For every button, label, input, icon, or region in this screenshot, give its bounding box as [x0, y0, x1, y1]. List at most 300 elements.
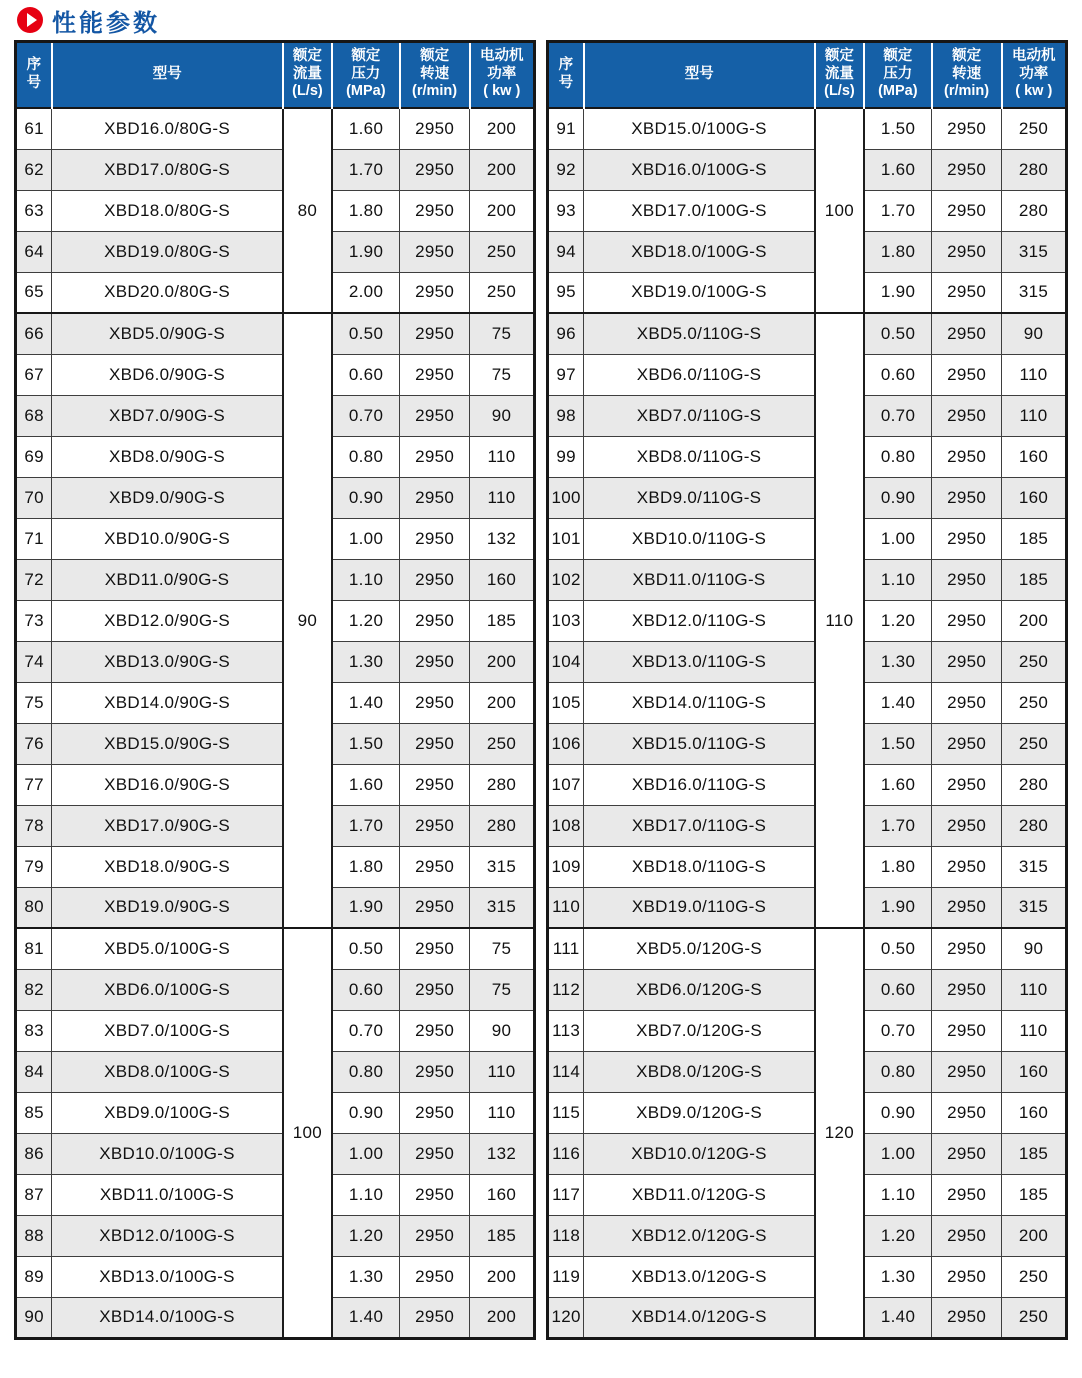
- serial-cell: 87: [16, 1174, 52, 1215]
- table-row: [548, 969, 1067, 1010]
- speed-cell: 2950: [932, 354, 1002, 395]
- serial-cell: 64: [16, 231, 52, 272]
- pressure-cell: 1.20: [864, 1215, 931, 1256]
- model-cell: XBD11.0/100G-S: [52, 1174, 283, 1215]
- model-cell: XBD17.0/80G-S: [52, 149, 283, 190]
- power-cell: 110: [1002, 354, 1067, 395]
- power-cell: 132: [470, 518, 535, 559]
- speed-cell: 2950: [932, 969, 1002, 1010]
- table-row: [16, 190, 535, 231]
- flow-cell: 100: [815, 108, 864, 313]
- model-cell: XBD16.0/90G-S: [52, 764, 283, 805]
- pressure-cell: 1.40: [332, 1297, 399, 1338]
- table-row: [16, 805, 535, 846]
- speed-cell: 2950: [932, 477, 1002, 518]
- table-row: [16, 477, 535, 518]
- col-header-power: 电动机 功率 ( kw ): [470, 42, 535, 109]
- table-row: [548, 436, 1067, 477]
- model-cell: XBD18.0/110G-S: [584, 846, 815, 887]
- power-cell: 250: [1002, 1297, 1067, 1338]
- table-row: [16, 1256, 535, 1297]
- table-row: [548, 108, 1067, 149]
- serial-cell: 92: [548, 149, 584, 190]
- speed-cell: 2950: [400, 846, 470, 887]
- model-cell: XBD20.0/80G-S: [52, 272, 283, 313]
- serial-cell: 84: [16, 1051, 52, 1092]
- serial-cell: 83: [16, 1010, 52, 1051]
- power-cell: 110: [470, 1092, 535, 1133]
- pressure-cell: 1.60: [332, 764, 399, 805]
- model-cell: XBD9.0/120G-S: [584, 1092, 815, 1133]
- power-cell: 160: [1002, 477, 1067, 518]
- table-row: [548, 846, 1067, 887]
- speed-cell: 2950: [932, 723, 1002, 764]
- speed-cell: 2950: [932, 149, 1002, 190]
- pressure-cell: 1.40: [332, 682, 399, 723]
- serial-cell: 108: [548, 805, 584, 846]
- model-cell: XBD13.0/110G-S: [584, 641, 815, 682]
- speed-cell: 2950: [932, 1297, 1002, 1338]
- serial-cell: 85: [16, 1092, 52, 1133]
- speed-cell: 2950: [400, 477, 470, 518]
- serial-cell: 74: [16, 641, 52, 682]
- speed-cell: 2950: [400, 108, 470, 149]
- pressure-cell: 1.50: [864, 108, 931, 149]
- pressure-cell: 0.80: [332, 436, 399, 477]
- table-row: [16, 928, 535, 969]
- serial-cell: 112: [548, 969, 584, 1010]
- spec-table-right: [546, 40, 1068, 1340]
- speed-cell: 2950: [400, 395, 470, 436]
- pressure-cell: 0.80: [332, 1051, 399, 1092]
- power-cell: 110: [470, 436, 535, 477]
- flow-cell: 90: [283, 313, 332, 928]
- pressure-cell: 0.70: [864, 1010, 931, 1051]
- model-cell: XBD16.0/80G-S: [52, 108, 283, 149]
- power-cell: 280: [1002, 149, 1067, 190]
- serial-cell: 113: [548, 1010, 584, 1051]
- speed-cell: 2950: [400, 682, 470, 723]
- table-row: [16, 846, 535, 887]
- model-cell: XBD10.0/100G-S: [52, 1133, 283, 1174]
- serial-cell: 77: [16, 764, 52, 805]
- power-cell: 110: [1002, 969, 1067, 1010]
- model-cell: XBD10.0/110G-S: [584, 518, 815, 559]
- power-cell: 132: [470, 1133, 535, 1174]
- table-row: [16, 1010, 535, 1051]
- speed-cell: 2950: [932, 436, 1002, 477]
- serial-cell: 75: [16, 682, 52, 723]
- table-row: [16, 272, 535, 313]
- serial-cell: 107: [548, 764, 584, 805]
- pressure-cell: 0.60: [332, 354, 399, 395]
- serial-cell: 93: [548, 190, 584, 231]
- table-row: [548, 272, 1067, 313]
- pressure-cell: 2.00: [332, 272, 399, 313]
- serial-cell: 114: [548, 1051, 584, 1092]
- serial-cell: 80: [16, 887, 52, 928]
- power-cell: 75: [470, 354, 535, 395]
- table-row: [548, 518, 1067, 559]
- table-row: [548, 354, 1067, 395]
- speed-cell: 2950: [400, 149, 470, 190]
- speed-cell: 2950: [932, 1256, 1002, 1297]
- table-row: [548, 477, 1067, 518]
- pressure-cell: 1.90: [332, 231, 399, 272]
- pressure-cell: 0.90: [864, 1092, 931, 1133]
- serial-cell: 97: [548, 354, 584, 395]
- speed-cell: 2950: [400, 641, 470, 682]
- serial-cell: 86: [16, 1133, 52, 1174]
- speed-cell: 2950: [932, 559, 1002, 600]
- serial-cell: 101: [548, 518, 584, 559]
- model-cell: XBD12.0/110G-S: [584, 600, 815, 641]
- section-header: [0, 0, 1082, 40]
- speed-cell: 2950: [932, 395, 1002, 436]
- power-cell: 200: [470, 149, 535, 190]
- pressure-cell: 0.50: [864, 313, 931, 354]
- pressure-cell: 0.60: [864, 969, 931, 1010]
- speed-cell: 2950: [400, 354, 470, 395]
- model-cell: XBD16.0/100G-S: [584, 149, 815, 190]
- pressure-cell: 1.20: [332, 1215, 399, 1256]
- serial-cell: 115: [548, 1092, 584, 1133]
- table-row: [16, 231, 535, 272]
- table-row: [548, 600, 1067, 641]
- pressure-cell: 1.20: [332, 600, 399, 641]
- speed-cell: 2950: [400, 928, 470, 969]
- power-cell: 110: [470, 477, 535, 518]
- speed-cell: 2950: [932, 846, 1002, 887]
- speed-cell: 2950: [400, 1174, 470, 1215]
- model-cell: XBD5.0/120G-S: [584, 928, 815, 969]
- power-cell: 200: [470, 1297, 535, 1338]
- serial-cell: 69: [16, 436, 52, 477]
- power-cell: 250: [470, 272, 535, 313]
- table-row: [548, 395, 1067, 436]
- model-cell: XBD12.0/100G-S: [52, 1215, 283, 1256]
- serial-cell: 110: [548, 887, 584, 928]
- serial-cell: 67: [16, 354, 52, 395]
- power-cell: 185: [470, 600, 535, 641]
- speed-cell: 2950: [400, 231, 470, 272]
- flow-cell: 110: [815, 313, 864, 928]
- serial-cell: 78: [16, 805, 52, 846]
- speed-cell: 2950: [932, 231, 1002, 272]
- pressure-cell: 1.90: [864, 272, 931, 313]
- speed-cell: 2950: [400, 1297, 470, 1338]
- power-cell: 200: [1002, 1215, 1067, 1256]
- model-cell: XBD12.0/120G-S: [584, 1215, 815, 1256]
- pressure-cell: 1.00: [332, 518, 399, 559]
- serial-cell: 91: [548, 108, 584, 149]
- model-cell: XBD8.0/90G-S: [52, 436, 283, 477]
- speed-cell: 2950: [932, 1133, 1002, 1174]
- power-cell: 75: [470, 969, 535, 1010]
- speed-cell: 2950: [400, 518, 470, 559]
- pressure-cell: 1.40: [864, 682, 931, 723]
- section-title: 性能参数: [52, 9, 160, 37]
- model-cell: XBD10.0/90G-S: [52, 518, 283, 559]
- serial-cell: 95: [548, 272, 584, 313]
- power-cell: 160: [470, 559, 535, 600]
- table-row: [548, 1010, 1067, 1051]
- pressure-cell: 1.10: [332, 559, 399, 600]
- serial-cell: 88: [16, 1215, 52, 1256]
- table-row: [16, 764, 535, 805]
- serial-cell: 117: [548, 1174, 584, 1215]
- speed-cell: 2950: [932, 1092, 1002, 1133]
- table-row: [548, 1051, 1067, 1092]
- serial-cell: 116: [548, 1133, 584, 1174]
- table-row: [16, 1215, 535, 1256]
- power-cell: 160: [1002, 436, 1067, 477]
- model-cell: XBD7.0/100G-S: [52, 1010, 283, 1051]
- pressure-cell: 0.80: [864, 1051, 931, 1092]
- model-cell: XBD15.0/90G-S: [52, 723, 283, 764]
- speed-cell: 2950: [932, 1215, 1002, 1256]
- pressure-cell: 0.70: [332, 1010, 399, 1051]
- model-cell: XBD5.0/110G-S: [584, 313, 815, 354]
- table-row: [548, 1174, 1067, 1215]
- table-row: [548, 559, 1067, 600]
- model-cell: XBD11.0/120G-S: [584, 1174, 815, 1215]
- power-cell: 75: [470, 928, 535, 969]
- spec-tables: [0, 40, 1082, 1340]
- serial-cell: 68: [16, 395, 52, 436]
- power-cell: 315: [470, 846, 535, 887]
- model-cell: XBD19.0/100G-S: [584, 272, 815, 313]
- model-cell: XBD6.0/110G-S: [584, 354, 815, 395]
- power-cell: 90: [1002, 928, 1067, 969]
- spec-table-left: [14, 40, 536, 1340]
- model-cell: XBD6.0/100G-S: [52, 969, 283, 1010]
- model-cell: XBD9.0/110G-S: [584, 477, 815, 518]
- serial-cell: 66: [16, 313, 52, 354]
- serial-cell: 104: [548, 641, 584, 682]
- power-cell: 200: [470, 641, 535, 682]
- model-cell: XBD14.0/120G-S: [584, 1297, 815, 1338]
- col-header-model: 型号: [584, 42, 815, 109]
- model-cell: XBD11.0/90G-S: [52, 559, 283, 600]
- power-cell: 110: [470, 1051, 535, 1092]
- power-cell: 250: [1002, 723, 1067, 764]
- power-cell: 280: [470, 764, 535, 805]
- pressure-cell: 0.50: [332, 928, 399, 969]
- pressure-cell: 0.50: [332, 313, 399, 354]
- table-row: [16, 354, 535, 395]
- speed-cell: 2950: [932, 682, 1002, 723]
- power-cell: 280: [470, 805, 535, 846]
- speed-cell: 2950: [400, 600, 470, 641]
- model-cell: XBD12.0/90G-S: [52, 600, 283, 641]
- table-row: [16, 436, 535, 477]
- pressure-cell: 1.60: [332, 108, 399, 149]
- speed-cell: 2950: [932, 805, 1002, 846]
- pressure-cell: 1.80: [864, 231, 931, 272]
- serial-cell: 73: [16, 600, 52, 641]
- speed-cell: 2950: [932, 1051, 1002, 1092]
- power-cell: 110: [1002, 395, 1067, 436]
- pressure-cell: 0.60: [332, 969, 399, 1010]
- speed-cell: 2950: [400, 1256, 470, 1297]
- pressure-cell: 1.60: [864, 764, 931, 805]
- pressure-cell: 1.80: [332, 190, 399, 231]
- serial-cell: 96: [548, 313, 584, 354]
- power-cell: 185: [470, 1215, 535, 1256]
- model-cell: XBD15.0/100G-S: [584, 108, 815, 149]
- col-header-speed: 额定 转速 (r/min): [932, 42, 1002, 109]
- pressure-cell: 0.90: [864, 477, 931, 518]
- speed-cell: 2950: [400, 887, 470, 928]
- power-cell: 250: [1002, 1256, 1067, 1297]
- power-cell: 315: [1002, 887, 1067, 928]
- speed-cell: 2950: [400, 1010, 470, 1051]
- table-row: [548, 928, 1067, 969]
- speed-cell: 2950: [400, 559, 470, 600]
- table-row: [548, 805, 1067, 846]
- pressure-cell: 1.90: [864, 887, 931, 928]
- table-row: [16, 518, 535, 559]
- serial-cell: 70: [16, 477, 52, 518]
- speed-cell: 2950: [400, 1051, 470, 1092]
- table-row: [548, 149, 1067, 190]
- pressure-cell: 1.20: [864, 600, 931, 641]
- power-cell: 315: [470, 887, 535, 928]
- serial-cell: 98: [548, 395, 584, 436]
- pressure-cell: 1.60: [864, 149, 931, 190]
- power-cell: 250: [470, 231, 535, 272]
- speed-cell: 2950: [400, 436, 470, 477]
- model-cell: XBD13.0/100G-S: [52, 1256, 283, 1297]
- pressure-cell: 1.50: [332, 723, 399, 764]
- col-header-power: 电动机 功率 ( kw ): [1002, 42, 1067, 109]
- flow-cell: 80: [283, 108, 332, 313]
- pressure-cell: 1.70: [332, 149, 399, 190]
- speed-cell: 2950: [400, 723, 470, 764]
- power-cell: 250: [470, 723, 535, 764]
- pressure-cell: 1.10: [864, 1174, 931, 1215]
- speed-cell: 2950: [400, 805, 470, 846]
- pressure-cell: 1.10: [332, 1174, 399, 1215]
- speed-cell: 2950: [932, 887, 1002, 928]
- table-row: [16, 395, 535, 436]
- speed-cell: 2950: [932, 272, 1002, 313]
- pressure-cell: 1.90: [332, 887, 399, 928]
- pressure-cell: 0.90: [332, 477, 399, 518]
- model-cell: XBD11.0/110G-S: [584, 559, 815, 600]
- power-cell: 250: [1002, 641, 1067, 682]
- pressure-cell: 0.80: [864, 436, 931, 477]
- flow-cell: 100: [283, 928, 332, 1338]
- table-row: [16, 887, 535, 928]
- model-cell: XBD8.0/100G-S: [52, 1051, 283, 1092]
- table-row: [16, 641, 535, 682]
- pressure-cell: 1.30: [332, 1256, 399, 1297]
- power-cell: 160: [1002, 1051, 1067, 1092]
- speed-cell: 2950: [400, 1215, 470, 1256]
- col-header-flow: 额定 流量 (L/s): [815, 42, 864, 109]
- speed-cell: 2950: [932, 518, 1002, 559]
- power-cell: 250: [1002, 108, 1067, 149]
- serial-cell: 63: [16, 190, 52, 231]
- table-row: [548, 682, 1067, 723]
- model-cell: XBD19.0/90G-S: [52, 887, 283, 928]
- speed-cell: 2950: [400, 1092, 470, 1133]
- power-cell: 280: [1002, 764, 1067, 805]
- serial-cell: 90: [16, 1297, 52, 1338]
- section-bullet-icon: [17, 7, 43, 33]
- table-row: [16, 1297, 535, 1338]
- serial-cell: 81: [16, 928, 52, 969]
- speed-cell: 2950: [932, 928, 1002, 969]
- table-row: [548, 723, 1067, 764]
- model-cell: XBD6.0/90G-S: [52, 354, 283, 395]
- col-header-model: 型号: [52, 42, 283, 109]
- model-cell: XBD5.0/100G-S: [52, 928, 283, 969]
- pressure-cell: 1.00: [864, 518, 931, 559]
- power-cell: 185: [1002, 518, 1067, 559]
- speed-cell: 2950: [400, 272, 470, 313]
- table-row: [548, 231, 1067, 272]
- serial-cell: 76: [16, 723, 52, 764]
- power-cell: 250: [1002, 682, 1067, 723]
- speed-cell: 2950: [932, 108, 1002, 149]
- model-cell: XBD10.0/120G-S: [584, 1133, 815, 1174]
- table-row: [16, 723, 535, 764]
- model-cell: XBD7.0/120G-S: [584, 1010, 815, 1051]
- table-row: [548, 1256, 1067, 1297]
- power-cell: 185: [1002, 559, 1067, 600]
- pressure-cell: 0.70: [332, 395, 399, 436]
- speed-cell: 2950: [400, 969, 470, 1010]
- model-cell: XBD7.0/110G-S: [584, 395, 815, 436]
- table-row: [16, 559, 535, 600]
- serial-cell: 72: [16, 559, 52, 600]
- pressure-cell: 1.70: [864, 190, 931, 231]
- pressure-cell: 1.10: [864, 559, 931, 600]
- table-row: [548, 1215, 1067, 1256]
- model-cell: XBD18.0/80G-S: [52, 190, 283, 231]
- table-row: [16, 600, 535, 641]
- pressure-cell: 0.50: [864, 928, 931, 969]
- serial-cell: 62: [16, 149, 52, 190]
- model-cell: XBD8.0/110G-S: [584, 436, 815, 477]
- model-cell: XBD14.0/90G-S: [52, 682, 283, 723]
- pressure-cell: 1.50: [864, 723, 931, 764]
- model-cell: XBD19.0/110G-S: [584, 887, 815, 928]
- col-header-serial: 序 号: [548, 42, 584, 109]
- table-row: [548, 1133, 1067, 1174]
- power-cell: 200: [470, 108, 535, 149]
- table-row: [16, 313, 535, 354]
- speed-cell: 2950: [932, 764, 1002, 805]
- model-cell: XBD18.0/90G-S: [52, 846, 283, 887]
- serial-cell: 61: [16, 108, 52, 149]
- pressure-cell: 1.00: [864, 1133, 931, 1174]
- col-header-pressure: 额定 压力 (MPa): [864, 42, 931, 109]
- serial-cell: 79: [16, 846, 52, 887]
- power-cell: 200: [470, 1256, 535, 1297]
- pressure-cell: 0.70: [864, 395, 931, 436]
- serial-cell: 109: [548, 846, 584, 887]
- model-cell: XBD9.0/100G-S: [52, 1092, 283, 1133]
- serial-cell: 120: [548, 1297, 584, 1338]
- col-header-pressure: 额定 压力 (MPa): [332, 42, 399, 109]
- speed-cell: 2950: [400, 1133, 470, 1174]
- table-row: [16, 1133, 535, 1174]
- table-row: [16, 682, 535, 723]
